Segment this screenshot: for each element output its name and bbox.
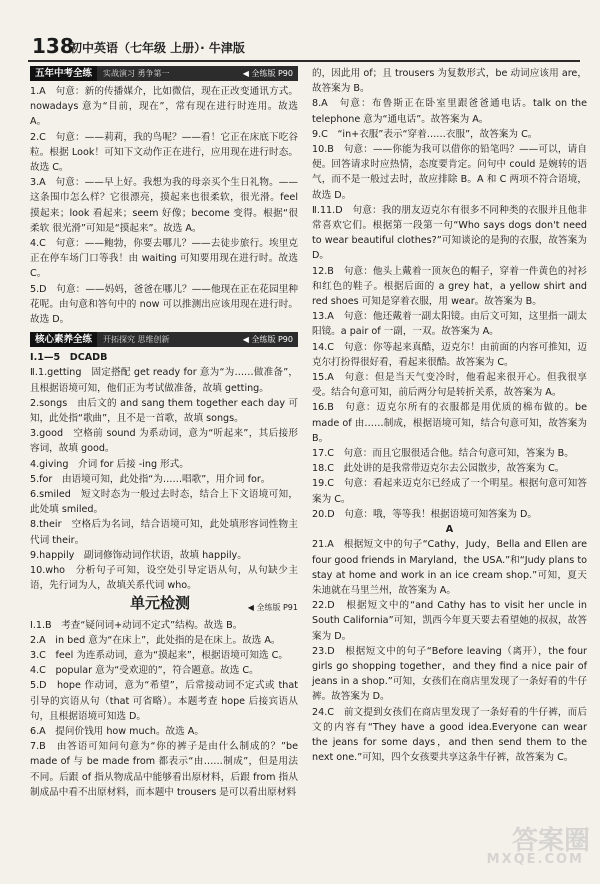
- unit-test-heading: [30, 593, 298, 618]
- answer-item: 19.C 句意：看起来迈克尔已经成了一个明星。根据句意可知答案为 C。: [312, 478, 587, 505]
- answer-item: 16.B 句意：迈克尔所有的衣服都是用优质的棉布做的。be made of 由……制成，根据语境可知，结合句意可知，故答案为 B。: [312, 402, 587, 444]
- section-page-ref: ◀ 全练版 P90: [242, 68, 293, 78]
- section-banner-zhongkao: [30, 66, 298, 81]
- answer-item: 14.C 句意：你等起来真酷，迈克尔！由前面的内容可推知，迈克尔打扮得很好看，看起来很酷。故答案为 C。: [312, 341, 587, 368]
- answer-item: 20.D 句意：哦，等等我！根据语境可知答案为 D。: [312, 508, 537, 520]
- answer-item: 5.D 句意：——妈妈，爸爸在哪儿？——他现在正在花园里种花呢。由句意和答句中的 now 可以推测出应该用现在进行时。故选 D。: [30, 283, 298, 326]
- answer-item: 4.C 句意：——鲍勃，你要去哪儿？——去徒步旅行。埃里克正在停车场门口等我！由 waiting 可知要用现在进行时。故选 C。: [30, 238, 298, 280]
- answer-item: 24.C 前文提到女孩们在商店里发现了一条好看的牛仔裤，而后文的内容有“They have a good idea.Everyone can wear the jeans for some days，and then send them to the next one.”可知，四个女孩要共享这条牛仔裤，故答案为 C。: [312, 706, 587, 764]
- answer-item: 18.C 此处讲的是我常带迈克尔去公园散步，故答案为 C。: [312, 463, 565, 475]
- answer-item: Ⅱ.11.D 句意：我的朋友迈克尔有很多不同种类的衣服并且他非常喜欢它们。根据第一段第一句“Who says dogs don't need to wear beautiful clothes?”可知谈论的是狗的衣服，故答案为 D。: [312, 204, 587, 262]
- answer-item: Ⅰ.1.B 考查“疑问词+动词不定式”结构。故选 B。: [30, 619, 243, 631]
- section-page-ref: ◀ 全练版 P90: [242, 335, 293, 345]
- answer-item: 2.A in bed 意为“在床上”，此处指的是在床上。故选 A。: [30, 634, 281, 646]
- page-number: 138: [32, 34, 74, 58]
- answer-item: Ⅰ.1—5 DCADB: [30, 352, 108, 364]
- answer-item: 的，因此用 of；且 trousers 为复数形式，be 动词应该用 are，故答案为 B。: [312, 68, 587, 95]
- section-banner-hexin: [30, 332, 298, 347]
- site-watermark: [450, 820, 590, 876]
- section-title: 核心素养全练: [30, 332, 97, 347]
- answer-item: 3.A 句意：——早上好。我想为我的母亲买个生日礼物。——这条围巾怎么样？它很漂亮，摸起来也很柔软，很光滑。feel 摸起来；look 看起来；seem 好像；become 变得。根据“很柔软 很光滑”可知是“摸起来”。故选 A。: [30, 177, 298, 234]
- answer-item: 5.for 由语境可知，此处指“为……唱歌”，用介词 for。: [30, 473, 271, 485]
- answer-item: 21.A 根据短文中的句子“Cathy，Judy，Bella and Ellen are four good friends in Maryland，the USA.”和“Judy plans to stay at home and work in an ice cream shop.”可知，夏天朱迪就在马里兰州，故答案为 A。: [312, 539, 587, 596]
- answer-item: 22.D 根据短文中的“and Cathy has to visit her uncle in South California”可知，凯西今年夏天要去看望她的叔叔，故答案为 D。: [312, 600, 587, 642]
- section-title: 五年中考全练: [30, 66, 97, 81]
- answer-item: 10.B 句意：——你能为我可以借你的铅笔吗？——可以，请自便。回答请求时应热情，态度要肯定。问句中 could 是婉转的语气，而不是一般过去时，故应排除 B。A 和 C 两项不符合语境，故选 D。: [312, 144, 587, 201]
- answer-item: 2.C 句意：——莉莉，我的鸟呢？——看！它正在床底下吃谷粒。根据 Look！可知下文动作正在进行，应用现在进行时态。故选 C。: [30, 131, 298, 174]
- answer-item: 13.A 句意：他还戴着一副太阳镜。由后文可知，这里指一副太阳镜。a pair of 一副，一双。故答案为 A。: [312, 311, 587, 338]
- answer-item: 10.who 分析句子可知，设空处引导定语从句，从句缺少主语，先行词为人，故填关系代词 who。: [30, 565, 298, 592]
- watermark-url: MXQE.COM: [486, 852, 584, 867]
- answer-item: 7.B 由答语可知问句意为“你的裤子是由什么制成的？”be made of 与 be made from 都表示“由……制成”，但是用法不同。后跟 of 指从物成品中能够看出原材料，后跟 from 指从制成品中看不出原材料，而本题中 trousers 是可以看出原材料: [30, 741, 298, 798]
- answer-item: 23.D 根据短文中的句子“Before leaving（离开），the four girls go shopping together，and they find a nice pair of jeans in a shop.”可知，女孩们在商店里发现了一条好看的牛仔裤。故答案为 D。: [312, 645, 587, 703]
- header-rule: [28, 60, 580, 62]
- section-subtitle: 实战演习 勇争第一: [103, 68, 170, 78]
- book-title: 初中英语（七年级 上册）· 牛津版: [70, 41, 245, 55]
- answer-item: 9.happily 副词修饰动词作状语，故填 happily。: [30, 549, 247, 561]
- answer-item: 9.C “in+衣服”表示“穿着……衣服”，故答案为 C。: [312, 128, 538, 140]
- section-subtitle: 开拓探究 思维创新: [103, 335, 170, 345]
- answer-item: Ⅱ.1.getting 固定搭配 get ready for 意为“为……做准备”，且根据语境可知，他们正为考试做准备，故填 getting。: [30, 367, 298, 394]
- answer-item: 6.A 提问价钱用 how much。故选 A。: [30, 725, 204, 737]
- right-column: [312, 66, 587, 765]
- answer-item: 3.good 空格前 sound 为系动词，意为“听起来”，其后接形容词，故填 good。: [30, 428, 298, 455]
- answer-item: 17.C 句意：而且它服很适合他。结合句意可知，答案为 B。: [312, 448, 574, 460]
- answer-item: 15.A 句意：但是当天气变冷时，他看起来很开心。但我很享受。结合句意可知，前后两分句是转折关系，故答案为 A。: [312, 372, 587, 399]
- answer-item: 8.their 空格后为名词，结合语境可知，此处填形容词性物主代词 their。: [30, 519, 298, 546]
- answer-item: 6.smiled 短文时态为一般过去时态，结合上下文语境可知，此处填 smiled。: [30, 489, 298, 516]
- answer-item: 4.C popular 意为“受欢迎的”，符合题意。故选 C。: [30, 665, 259, 677]
- answer-item: 2.songs 由后文的 and sang them together each day 可知，此处指“歌曲”，且不是一首歌，故填 songs。: [30, 397, 298, 425]
- unit-test-title: 单元检测: [130, 593, 191, 612]
- answer-item: 5.D hope 作动词，意为“希望”，后常接动词不定式或 that 引导的宾语从句（that 可省略）。本题考查 hope 后接宾语从句，且根据语境可知选 D。: [30, 680, 298, 722]
- answer-item: 1.A 句意：新的传播媒介，比如微信，现在正改变通讯方式。nowadays 意为“目前，现在”，常有现在进行时连用。故选 A。: [30, 86, 298, 128]
- answer-item: 12.B 句意：他头上戴着一顶灰色的帽子，穿着一件黄色的衬衫和红色的鞋子。根据后面的 a grey hat，a yellow shirt and red shoes 可知是穿着衣服，用 wear。故答案为 B。: [312, 265, 587, 308]
- watermark-logo-text: 答案圈: [511, 826, 590, 856]
- left-column: [30, 66, 298, 800]
- answer-item: 4.giving 介词 for 后接 -ing 形式。: [30, 458, 189, 470]
- page-header: [0, 0, 600, 60]
- answer-item: 8.A 句意：布鲁斯正在卧室里跟爸爸通电话。talk on the telephone 意为“通电话”。故答案为 A。: [312, 98, 587, 125]
- answer-item: 3.C feel 为连系动词，意为“摸起来”，根据语境可知选 C。: [30, 649, 288, 661]
- unit-test-page-ref: ◀ 全练版 P91: [247, 602, 298, 612]
- passage-label: A: [445, 524, 454, 536]
